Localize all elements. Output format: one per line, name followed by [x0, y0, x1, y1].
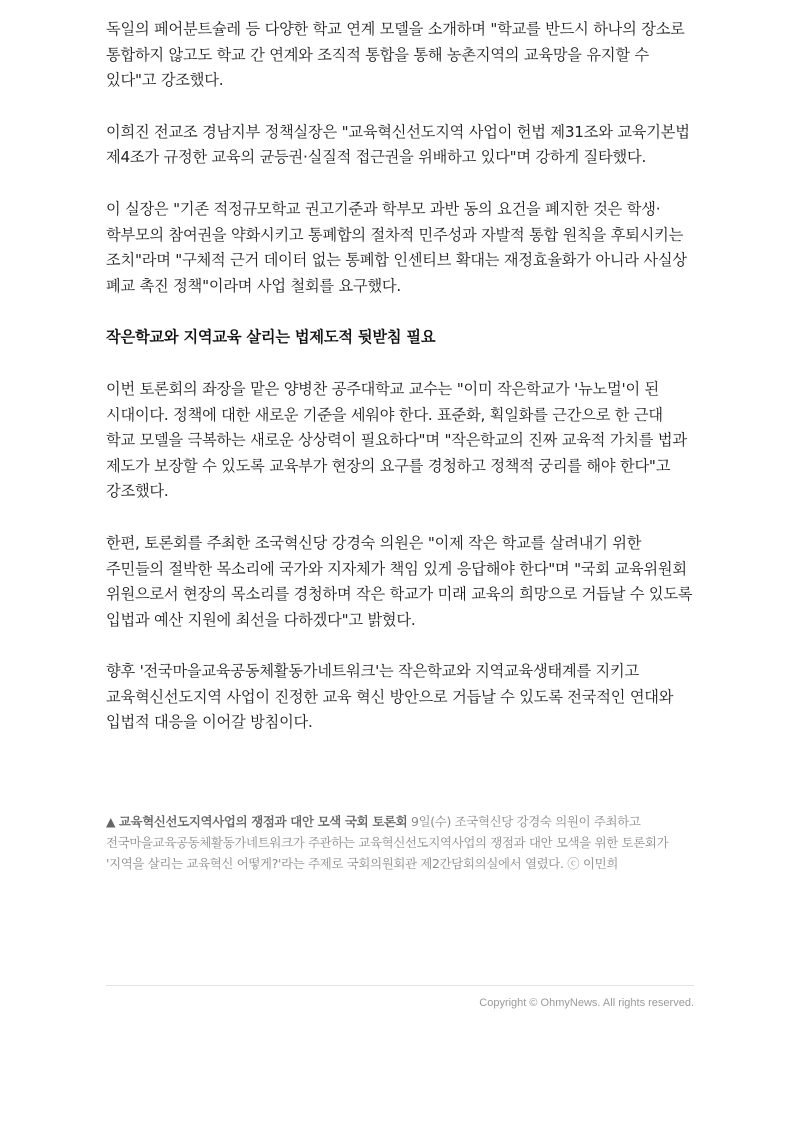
- article-paragraph: 이희진 전교조 경남지부 정책실장은 "교육혁신선도지역 사업이 헌법 제31조와 교육기본법 제4조가 규정한 교육의 균등권·실질적 접근권을 위배하고 있다"며 강하게 질타했다.: [106, 122, 690, 167]
- caption-credit: ⓒ 이민희: [567, 855, 618, 871]
- article-paragraph: 독일의 페어분트슐레 등 다양한 학교 연계 모델을 소개하며 "학교를 반드시 하나의 장소로 통합하지 않고도 학교 간 연계와 조직적 통합을 통해 농촌지역의 교육망을 유지할 수 있다"고 강조했다.: [106, 20, 685, 90]
- article-paragraph: 향후 '전국마을교육공동체활동가네트워크'는 작은학교와 지역교육생태계를 지키고 교육혁신선도지역 사업이 진정한 교육 혁신 방안으로 거듭날 수 있도록 전국적인 연대와 입법적 대응을 이어갈 방침이다.: [106, 662, 674, 732]
- caption-title: 교육혁신선도지역사업의 쟁점과 대안 모색 국회 토론회: [118, 814, 408, 829]
- photo-caption: [106, 812, 694, 874]
- article-subheading: 작은학교와 지역교육 살리는 법제도적 뒷받침 필요: [106, 328, 436, 347]
- article-paragraph: 한편, 토론회를 주최한 조국혁신당 강경숙 의원은 "이제 작은 학교를 살려내기 위한 주민들의 절박한 목소리에 국가와 지자체가 책임 있게 응답해야 한다"며 "국회 교육위원회 위원으로서 현장의 목소리를 경청하며 작은 학교가 미래 교육의 희망으로 거듭날 수 있도록 입법과 예산 지원에 최선을 다하겠다"고 밝혔다.: [106, 533, 693, 629]
- article-paragraph: 이번 토론회의 좌장을 맡은 양병찬 공주대학교 교수는 "이미 작은학교가 '뉴노멀'이 된 시대이다. 정책에 대한 새로운 기준을 세워야 한다. 표준화, 획일화를 근간으로 한 근대 학교 모델을 극복하는 새로운 상상력이 필요하다"며 "작은학교의 진짜 교육적 가치를 법과 제도가 보장할 수 있도록 교육부가 현장의 요구를 경청하고 정책적 궁리를 해야 한다"고 강조했다.: [106, 379, 687, 501]
- caption-marker: ▲: [106, 814, 116, 829]
- caption-text: 9일(수) 조국혁신당 강경숙 의원이 주최하고 전국마을교육공동체활동가네트워크가 주관하는 교육혁신선도지역사업의 쟁점과 대안 모색을 위한 토론회가 '지역을 살리는 교육혁신 어떻게?'라는 주제로 국회의원회관 제2간담회의실에서 열렸다.: [106, 814, 669, 871]
- copyright-notice: Copyright © OhmyNews. All rights reserved.: [479, 997, 694, 1009]
- article-body: [106, 17, 696, 762]
- footer-divider: [106, 985, 694, 986]
- article-paragraph: 이 실장은 "기존 적정규모학교 권고기준과 학부모 과반 동의 요건을 폐지한 것은 학생·학부모의 참여권을 약화시키고 통폐합의 절차적 민주성과 자발적 통합 원칙을 후퇴시키는 조치"라며 "구체적 근거 데이터 없는 통폐합 인센티브 확대는 재정효율화가 아니라 사실상 폐교 촉진 정책"이라며 사업 철회를 요구했다.: [106, 199, 687, 295]
